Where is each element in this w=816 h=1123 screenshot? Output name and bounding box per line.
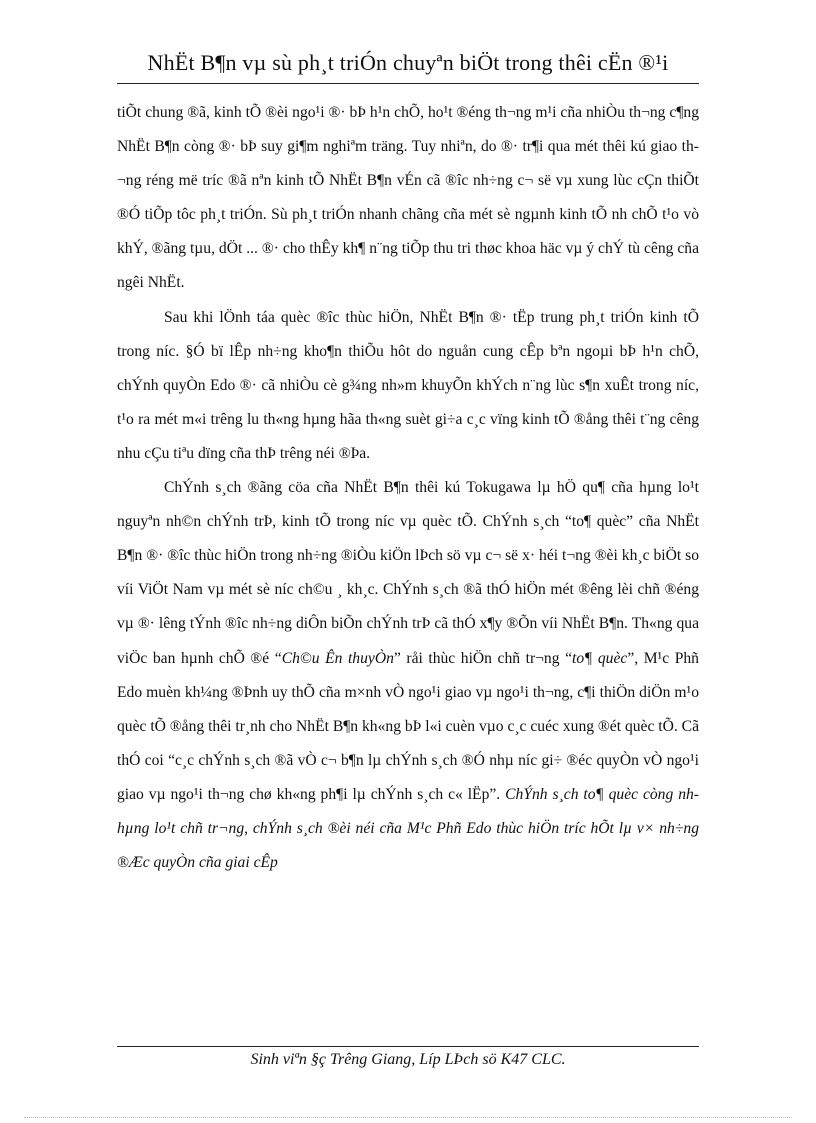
paragraph-3	[117, 471, 699, 880]
document-body	[117, 96, 699, 880]
paragraph-1: tiÕt chung ®ã, kinh tÕ ®èi ngo¹i ®· bÞ h¹n chÕ, ho¹t ®éng th¬ng m¹i cña nhiÒu th¬ng c¶ng NhËt B¶n còng ®· bÞ suy gi¶m nghiªm träng. Tuy nhiªn, do ®· tr¶i qua mét thêi kú giao th¬ng réng më tríc ®ã nªn kinh tÕ NhËt B¶n vÉn cã ®îc nh÷ng c¬ së vµ xung lùc cÇn thiÕt ®Ó tiÕp tôc ph¸t triÓn. Sù ph¸t triÓn nhanh chãng cña mét sè ngµnh kinh tÕ nh chÕ t¹o vò khÝ, ®ãng tµu, dÖt ... ®· cho thÊy kh¶ n¨ng tiÕp thu tri thøc khoa häc vµ ý chÝ tù cêng cña ngêi NhËt.	[117, 104, 699, 292]
paragraph-3-text-1: ChÝnh s¸ch ®ãng cöa cña NhËt B¶n thêi kú Tokugawa lµ hÖ qu¶ cña hµng lo¹t nguyªn nh©n chÝnh trÞ, kinh tÕ trong níc vµ quèc tÕ. ChÝnh s¸ch “to¶ quèc” cña NhËt B¶n ®· ®îc thùc hiÖn trong nh÷ng ®iÒu kiÖn lÞch sö vµ c¬ së x· héi t¬ng ®èi kh¸c biÖt so víi ViÖt Nam vµ mét sè níc ch©u ¸ kh¸c. ChÝnh s¸ch ®ã thÓ hiÖn mét ®êng lèi chñ ®éng vµ ®· lêng tÝnh ®îc nh÷ng diÔn biÕn chÝnh trÞ cã thÓ x¶y ®Õn víi NhËt B¶n. Th«ng qua viÖc ban hµnh chÕ ®é “	[117, 479, 699, 667]
paragraph-3-italic-1: Ch©u Ên thuyÒn	[281, 649, 394, 667]
paragraph-2: Sau khi lÖnh táa quèc ®îc thùc hiÖn, NhËt B¶n ®· tËp trung ph¸t triÓn kinh tÕ trong níc. §Ó bï lÊp nh÷ng kho¶n thiÕu hôt do nguån cung cÊp bªn ngoµi bÞ h¹n chÕ, chÝnh quyÒn Edo ®· cã nhiÒu cè g¾ng nh»m khuyÕn khÝch n¨ng lùc s¶n xuÊt trong níc, t¹o ra mét m«i trêng lu th«ng hµng hãa th«ng suèt gi÷a c¸c vïng kinh tÕ ®ång thêi t¨ng cêng nhu cÇu tiªu dïng cña thÞ trêng néi ®Þa.	[117, 308, 699, 462]
paragraph-3-italic-3: ChÝnh s¸ch to¶ quèc còng nh hµng lo¹t chñ tr¬ng, chÝnh s¸ch ®èi néi cña M¹c Phñ Edo thùc hiÖn tríc hÕt lµ v× nh÷ng ®Æc quyÒn cña giai cÊp	[117, 785, 699, 872]
paragraph-3-text-2: ” råi thùc hiÖn chñ tr¬ng “	[393, 649, 573, 667]
paragraph-3-italic-2: to¶ quèc	[572, 649, 628, 667]
page-footer-text: Sinh viªn §ç Trêng Giang, Líp LÞch sö K47 CLC.	[250, 1051, 566, 1068]
page-bottom-border	[24, 1117, 792, 1118]
footer-divider	[117, 1046, 699, 1047]
paragraph-3-text-3: ”, M¹c Phñ Edo muèn kh¼ng ®Þnh uy thÕ cña m×nh vÒ ngo¹i giao vµ ngo¹i th¬ng, c¶i thiÖn diÖn m¹o quèc tÕ ®ång thêi tr¸nh cho NhËt B¶n kh«ng bÞ l«i cuèn vµo c¸c cuéc xung ®ét quèc tÕ. Cã thÓ coi “c¸c chÝnh s¸ch ®ã vÒ c¬ b¶n lµ chÝnh s¸ch ®Ó nhµ níc gi÷ ®éc quyÒn vÒ ngo¹i giao vµ ngo¹i th¬ng chø kh«ng ph¶i lµ chÝnh s¸ch c« lËp”.	[117, 649, 699, 803]
header-divider	[117, 83, 699, 84]
page-header-title: NhËt B¶n vµ sù ph¸t triÓn chuyªn biÖt trong thêi cËn ®¹i	[147, 50, 669, 75]
